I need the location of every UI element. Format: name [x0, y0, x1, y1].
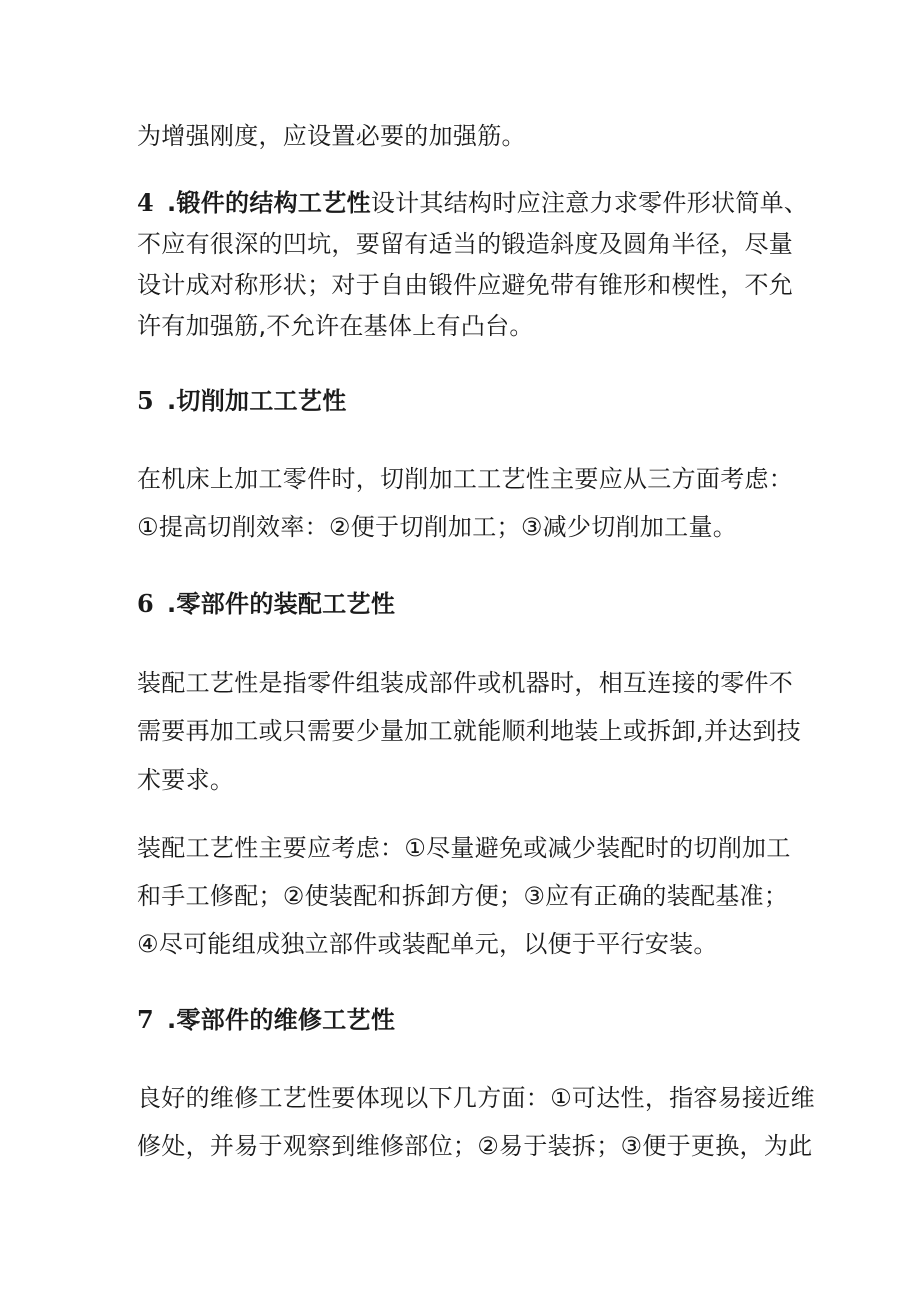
section-6-number: 6 [137, 589, 154, 618]
paragraph-line: ④尽可能组成独立部件或装配单元，以便于平行安装。 [137, 930, 718, 958]
paragraph-line: 修处，并易于观察到维修部位；②易于装拆；③便于更换，为此 [137, 1132, 813, 1160]
section-4-title: .锻件的结构工艺性 [167, 189, 371, 217]
section-7-heading [137, 1005, 395, 1035]
paragraph-line: ①提高切削效率：②便于切削加工；③减少切削加工量。 [137, 513, 738, 541]
paragraph-line: 装配工艺性主要应考虑：①尽量避免或减少装配时的切削加工 [137, 834, 791, 862]
paragraph-line: 和手工修配；②使装配和拆卸方便；③应有正确的装配基准； [137, 882, 789, 910]
paragraph-line: 设计成对称形状；对于自由锻件应避免带有锥形和楔性，不允 [137, 271, 794, 299]
paragraph-line: 在机床上加工零件时，切削加工工艺性主要应从三方面考虑： [137, 465, 794, 493]
paragraph-line: 许有加强筋,不允许在基体上有凸台。 [137, 312, 534, 340]
section-4-text: 设计其结构时应注意力求零件形状简单、 [370, 189, 809, 217]
paragraph-line: 良好的维修工艺性要体现以下几方面：①可达性，指容易接近维 [137, 1084, 815, 1112]
section-5-title: .切削加工工艺性 [167, 387, 347, 415]
section-7-title: .零部件的维修工艺性 [167, 1006, 396, 1034]
paragraph-line: 为增强刚度，应设置必要的加强筋。 [137, 122, 526, 150]
section-5-number: 5 [137, 386, 154, 415]
paragraph-line: 装配工艺性是指零件组装成部件或机器时，相互连接的零件不 [137, 669, 794, 697]
section-7-number: 7 [137, 1005, 154, 1034]
section-4-heading-line [137, 188, 808, 218]
section-6-heading [137, 589, 395, 619]
paragraph-line: 需要再加工或只需要少量加工就能顺利地装上或拆卸,并达到技 [137, 717, 802, 745]
paragraph-line: 不应有很深的凹坑，要留有适当的锻造斜度及圆角半径，尽量 [137, 230, 794, 258]
paragraph-line: 术要求。 [137, 766, 235, 794]
section-5-heading [137, 386, 347, 416]
section-6-title: .零部件的装配工艺性 [167, 590, 396, 618]
section-4-number: 4 [137, 188, 154, 217]
